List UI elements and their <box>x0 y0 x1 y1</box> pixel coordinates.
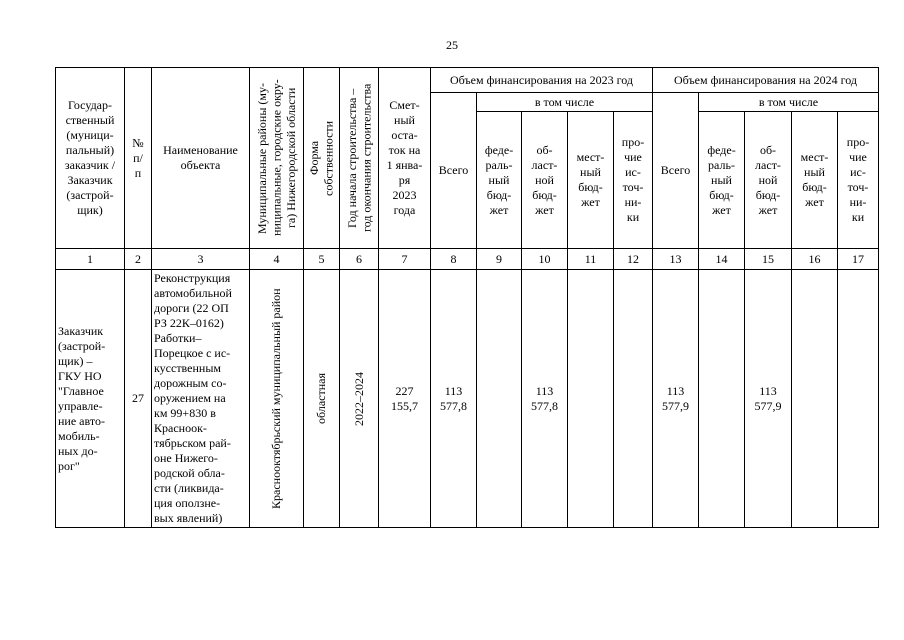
column-number: 12 <box>614 249 653 270</box>
header-regional-2024: об- ласт- ной бюд- жет <box>745 112 792 249</box>
header-districts-text: Муниципальные районы (му- ниципальные, городские окру- га) Нижегородской области <box>254 79 298 237</box>
header-balance: Смет- ный оста- ток на 1 янва- ря 2023 года <box>379 68 431 249</box>
cell-years-text: 2022–2024 <box>351 371 366 426</box>
column-number: 11 <box>568 249 614 270</box>
column-number: 13 <box>653 249 699 270</box>
column-number: 6 <box>340 249 379 270</box>
column-number: 9 <box>477 249 522 270</box>
header-ownership <box>304 68 340 249</box>
cell-other-2023 <box>614 270 653 528</box>
header-other-2023: про- чие ис- точ- ни- ки <box>614 112 653 249</box>
header-row-1 <box>56 68 879 93</box>
column-number: 5 <box>304 249 340 270</box>
column-number: 14 <box>699 249 745 270</box>
column-number: 1 <box>56 249 125 270</box>
header-federal-2024: феде- раль- ный бюд- жет <box>699 112 745 249</box>
header-ownership-text: Форма собственности <box>307 120 336 196</box>
cell-balance: 227 155,7 <box>379 270 431 528</box>
column-number: 7 <box>379 249 431 270</box>
column-number: 3 <box>152 249 250 270</box>
column-number-row <box>56 249 879 270</box>
column-number: 2 <box>125 249 152 270</box>
column-number: 15 <box>745 249 792 270</box>
cell-total-2023: 113 577,8 <box>431 270 477 528</box>
cell-other-2024 <box>838 270 879 528</box>
column-number: 10 <box>522 249 568 270</box>
cell-regional-2023: 113 577,8 <box>522 270 568 528</box>
page-number: 25 <box>446 38 458 52</box>
header-total-2024: Всего <box>653 93 699 249</box>
header-other-2024: про- чие ис- точ- ни- ки <box>838 112 879 249</box>
cell-district-text: Краснооктябрьский муниципальный район <box>269 288 284 509</box>
cell-customer: Заказчик (застрой- щик) – ГКУ НО "Главное управле- ние авто- мобиль- ных до- рог" <box>56 270 125 528</box>
column-number: 4 <box>250 249 304 270</box>
cell-number: 27 <box>125 270 152 528</box>
header-years-text: Год начала строительства – год окончания строительства <box>344 83 373 233</box>
header-local-2023: мест- ный бюд- жет <box>568 112 614 249</box>
cell-total-2024: 113 577,9 <box>653 270 699 528</box>
header-object-name: Наименование объекта <box>152 68 250 249</box>
cell-years <box>340 270 379 528</box>
cell-federal-2024 <box>699 270 745 528</box>
header-incl-2024: в том числе <box>699 93 879 112</box>
header-federal-2023: феде- раль- ный бюд- жет <box>477 112 522 249</box>
header-customer: Государ- ственный (муници- пальный) заказчик / Заказчик (застрой- щик) <box>56 68 125 249</box>
header-fin-2024: Объем финансирования на 2024 год <box>653 68 879 93</box>
header-local-2024: мест- ный бюд- жет <box>792 112 838 249</box>
header-total-2023: Всего <box>431 93 477 249</box>
cell-object-name: Реконструкция автомобильной дороги (22 ОП РЗ 22К–0162) Работки– Порецкое с ис- кусственным дорожным со- оружением на км 99+830 в Красноок- тябрьском рай- оне Нижего- родской обла- сти (ликвида- ция оползне- вых явлений) <box>152 270 250 528</box>
cell-federal-2023 <box>477 270 522 528</box>
column-number: 17 <box>838 249 879 270</box>
financing-table <box>55 67 879 528</box>
cell-ownership-text: областная <box>314 373 329 424</box>
cell-district <box>250 270 304 528</box>
header-incl-2023: в том числе <box>477 93 653 112</box>
column-number: 16 <box>792 249 838 270</box>
header-regional-2023: об- ласт- ной бюд- жет <box>522 112 568 249</box>
header-number: № п/ п <box>125 68 152 249</box>
header-districts <box>250 68 304 249</box>
cell-local-2023 <box>568 270 614 528</box>
table-row <box>56 270 879 528</box>
cell-ownership <box>304 270 340 528</box>
cell-local-2024 <box>792 270 838 528</box>
header-fin-2023: Объем финансирования на 2023 год <box>431 68 653 93</box>
column-number: 8 <box>431 249 477 270</box>
header-years <box>340 68 379 249</box>
cell-regional-2024: 113 577,9 <box>745 270 792 528</box>
